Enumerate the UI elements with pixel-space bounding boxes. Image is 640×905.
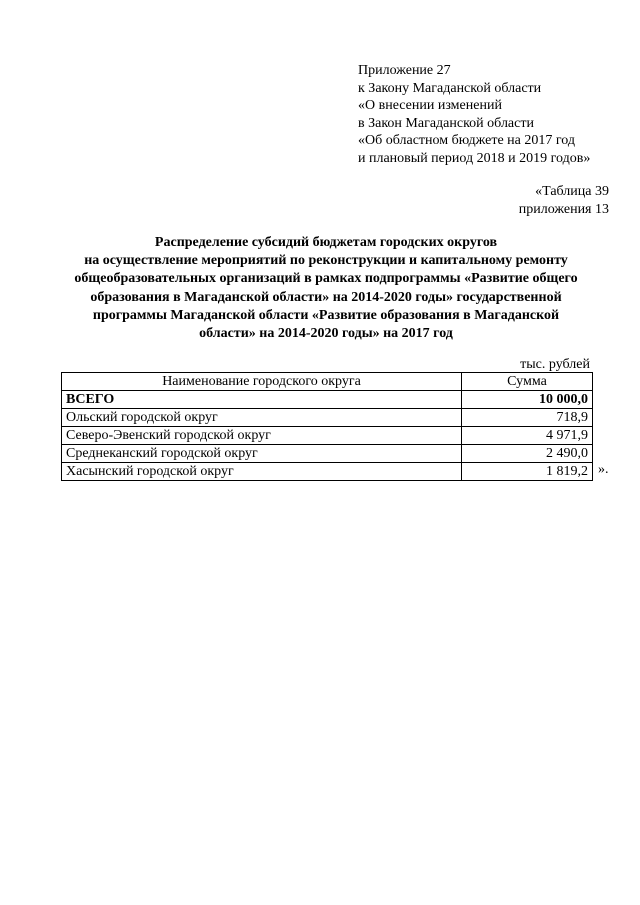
column-header-sum: Сумма — [462, 373, 593, 391]
document-title — [40, 234, 612, 343]
table-reference-line: приложения 13 — [518, 202, 609, 217]
appendix-line: и плановый период 2018 и 2019 годов» — [358, 150, 591, 166]
title-line: общеобразовательных организаций в рамках подпрограммы «Развитие общего — [74, 271, 578, 287]
title-line: на осуществление мероприятий по реконструкции и капитальному ремонту — [84, 253, 568, 269]
district-name: Хасынский городской округ — [62, 463, 462, 481]
appendix-line: «О внесении изменений — [358, 98, 502, 113]
total-value: 10 000,0 — [462, 391, 593, 409]
appendix-line: в Закон Магаданской области — [358, 115, 534, 131]
title-line: Распределение субсидий бюджетам городских округов — [154, 235, 498, 250]
district-name: Ольский городской округ — [62, 409, 462, 427]
subsidy-table — [61, 372, 593, 481]
appendix-line: Приложение 27 — [358, 63, 451, 78]
appendix-line: к Закону Магаданской области — [358, 80, 542, 96]
table-row — [62, 445, 593, 463]
title-line: образования в Магаданской области» на 2014-2020 годы» государственной — [90, 289, 562, 305]
district-sum: 718,9 — [462, 409, 593, 427]
total-row — [62, 391, 593, 409]
district-sum: 2 490,0 — [462, 445, 593, 463]
table-row — [62, 409, 593, 427]
district-sum: 1 819,2 — [462, 463, 593, 481]
table-row — [62, 427, 593, 445]
title-line: программы Магаданской области «Развитие образования в Магаданской — [92, 307, 560, 323]
closing-quote-mark: ». — [598, 462, 609, 477]
title-line: области» на 2014-2020 годы» на 2017 год — [199, 326, 453, 342]
unit-label: тыс. рублей — [520, 357, 590, 372]
table-header-row — [62, 373, 593, 391]
table-reference — [519, 183, 609, 219]
total-label: ВСЕГО — [62, 391, 462, 409]
district-sum: 4 971,9 — [462, 427, 593, 445]
appendix-line: «Об областном бюджете на 2017 год — [358, 133, 575, 148]
column-header-name: Наименование городского округа — [62, 373, 462, 391]
district-name: Северо-Эвенский городской округ — [62, 427, 462, 445]
table-reference-line: «Таблица 39 — [535, 184, 609, 199]
district-name: Среднеканский городской округ — [62, 445, 462, 463]
table-row — [62, 463, 593, 481]
appendix-header — [358, 62, 628, 167]
